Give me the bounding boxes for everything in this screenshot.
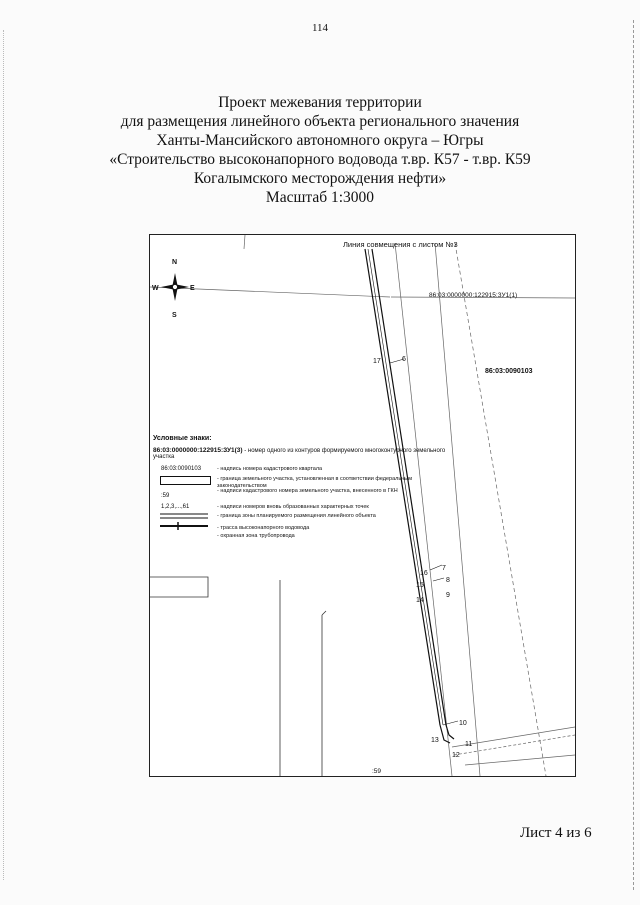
legend-protect-desc: - охранная зона трубопровода	[217, 533, 295, 539]
junction-line-label: Линия совмещения с листом №3	[343, 240, 458, 249]
legend-title: Условные знаки:	[153, 435, 212, 442]
title-line-3: Ханты-Мансийского автономного округа – Югры	[156, 132, 484, 149]
legend-points-desc: - надписи номеров вновь образованных характерных точек	[217, 504, 369, 510]
point-9: 9	[446, 592, 450, 599]
boundary-line-f	[465, 755, 575, 765]
legend-row-protect	[153, 533, 453, 541]
legend-quarter-code: 86:03:0090103	[161, 466, 202, 472]
point-8: 8	[446, 577, 450, 584]
point-12: 12	[452, 752, 460, 759]
legend	[153, 435, 453, 541]
point-16: 16	[420, 570, 428, 577]
page-number: 114	[311, 22, 329, 34]
point-15: 15	[416, 582, 424, 589]
scan-edge-left	[3, 30, 5, 880]
title-line-5: Когалымского месторождения нефти»	[193, 170, 447, 187]
parcel-outline-4	[322, 611, 326, 615]
point-10: 10	[459, 720, 467, 727]
boundary-line-g	[150, 287, 390, 297]
legend-row-route	[153, 525, 453, 533]
compass-w: W	[152, 285, 159, 292]
compass-rose-icon	[152, 259, 195, 319]
legend-sample-desc: - номер одного из контуров формируемого многоконтурного земельного участка	[153, 448, 446, 460]
legend-row-quarter	[153, 466, 453, 476]
map-frame	[149, 234, 576, 777]
sheet-label: Лист 4 из 6	[520, 825, 592, 841]
title-line-2: для размещения линейного объекта регионального значения	[120, 113, 520, 130]
pointer-8	[433, 578, 444, 581]
point-13: 13	[431, 737, 439, 744]
parcel-label: 86:03:0000000:122915:ЗУ1(1)	[429, 292, 518, 299]
title-line-1: Проект межевания территории	[218, 94, 422, 111]
legend-sample-code: 86:03:0000000:122915:ЗУ1(3)	[153, 447, 243, 454]
point-7: 7	[442, 565, 446, 572]
plot-label-59: :59	[372, 768, 382, 775]
title-scale: Масштаб 1:3000	[265, 189, 375, 206]
legend-boundary-desc: - граница земельного участка, установленная в соответствии федеральным законодательством	[217, 476, 413, 489]
title-line-4: «Строительство высоконапорного водовода т.вр. К57 - т.вр. К59	[109, 151, 531, 168]
lower-parcels	[150, 577, 326, 776]
title-block	[40, 93, 600, 207]
legend-cad-number-desc: - надписи кадастрового номера земельного участка, внесенного в ГКН	[217, 488, 398, 494]
legend-row-cad-number	[153, 488, 453, 504]
compass-n: N	[172, 259, 178, 266]
quarter-label: 86:03:0090103	[485, 368, 533, 375]
point-17: 17	[373, 358, 381, 365]
legend-quarter-desc: - надпись номера кадастрового квартала	[217, 466, 323, 472]
legend-zone-symbol	[160, 513, 208, 519]
legend-route-desc: - трасса высоконапорного водовода	[217, 525, 310, 531]
legend-row-points	[153, 504, 453, 513]
legend-points-sample: 1,2,3,...,61	[161, 504, 190, 510]
compass-e: E	[190, 285, 195, 292]
point-6: 6	[402, 356, 406, 363]
point-14: 14	[416, 597, 424, 604]
point-11: 11	[465, 741, 473, 748]
legend-zone-desc: - граница зоны планируемого размещения линейного объекта	[217, 513, 376, 519]
legend-route-symbol	[160, 522, 208, 530]
legend-sample	[153, 447, 453, 460]
legend-boundary-symbol	[160, 476, 211, 485]
scan-edge-right	[633, 20, 635, 890]
boundary-tick	[244, 235, 245, 249]
compass-s: S	[172, 312, 177, 319]
legend-row-boundary	[153, 476, 453, 488]
pointer-7	[430, 565, 442, 570]
legend-cad-number-sample: :59	[161, 493, 170, 499]
boundary-line-c	[455, 243, 546, 776]
parcel-outline-1	[150, 577, 208, 597]
